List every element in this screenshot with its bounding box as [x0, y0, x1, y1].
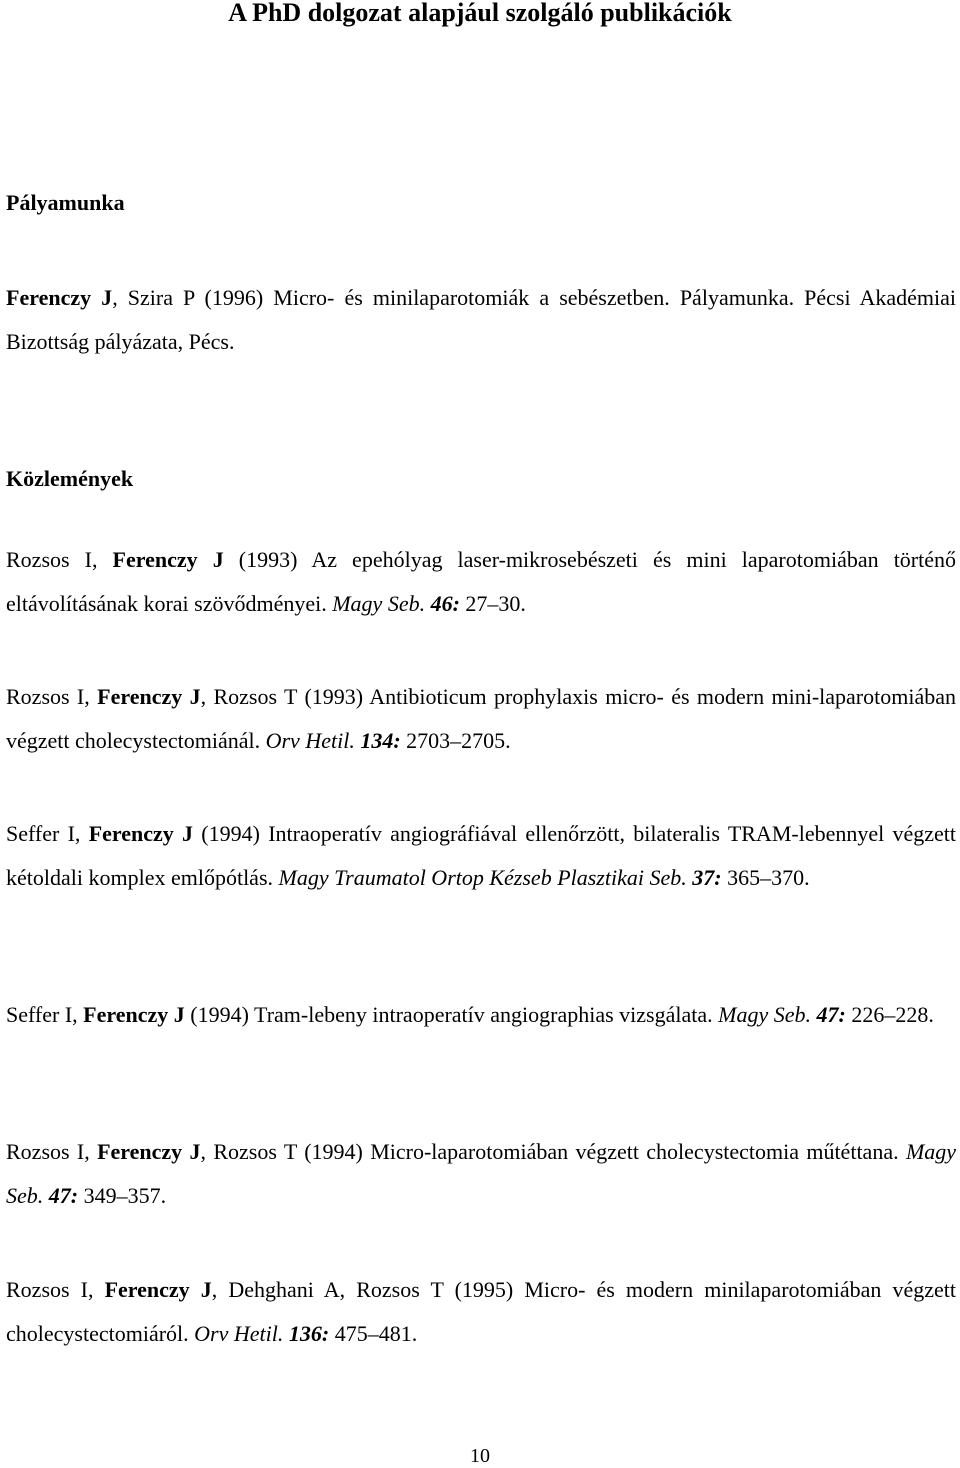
journal-name: Magy Seb. — [332, 591, 426, 616]
journal-pages: 226–228. — [851, 1002, 934, 1027]
authors-post: (1994) — [184, 1002, 249, 1027]
highlighted-author: Ferenczy J — [6, 285, 113, 310]
authors-post: , Rozsos T (1994) — [200, 1139, 363, 1164]
section-heading-kozlemenyek: Közlemények — [6, 466, 134, 491]
publication-entry — [6, 993, 956, 1037]
authors-post: , Dehghani A, Rozsos T (1995) — [211, 1277, 514, 1302]
highlighted-author: Ferenczy J — [88, 821, 194, 846]
journal-name: Orv Hetil. — [194, 1321, 284, 1346]
authors-post: (1993) — [223, 547, 298, 572]
publication-title: Micro-laparotomiában végzett cholecystectomia műtéttana. — [362, 1139, 899, 1164]
publication-entry — [6, 1130, 956, 1218]
publication-title: Az epehólyag laser-mikrosebészeti és mini laparotomiában történő eltávolításának korai szövődményei. — [6, 547, 957, 616]
journal-name: Magy Seb. — [6, 1139, 957, 1208]
publication-title: Micro- és minilaparotomiák a sebészetben. Pályamunka. Pécsi Akadémiai Bizottság pályázata, Pécs. — [6, 285, 956, 354]
publication-title: Tram-lebeny intraoperatív angiographias vizsgálata. — [248, 1002, 713, 1027]
publication-entry — [6, 276, 956, 364]
authors-post: (1994) — [193, 821, 260, 846]
journal-volume: 46: — [430, 591, 460, 616]
journal-pages: 27–30. — [465, 591, 526, 616]
publication-entry — [6, 812, 956, 900]
journal-name: Magy Seb. — [718, 1002, 811, 1027]
journal-volume: 37: — [692, 865, 722, 890]
journal-volume: 134: — [360, 728, 401, 753]
authors-post: , Rozsos T (1993) — [200, 684, 364, 709]
publication-entry — [6, 538, 956, 626]
highlighted-author: Ferenczy J — [112, 547, 224, 572]
journal-name: Orv Hetil. — [265, 728, 355, 753]
authors-pre: Rozsos I, — [6, 547, 113, 572]
publication-title: Intraoperatív angiográfiával ellenőrzött, bilateralis TRAM-lebennyel végzett kétoldali komplex emlőpótlás. — [6, 821, 957, 890]
authors-pre: Seffer I, — [6, 1002, 84, 1027]
highlighted-author: Ferenczy J — [104, 1277, 212, 1302]
authors-post: , Szira P (1996) — [112, 285, 264, 310]
journal-pages: 2703–2705. — [406, 728, 511, 753]
highlighted-author: Ferenczy J — [97, 1139, 201, 1164]
publication-title: Micro- és modern minilaparotomiában végzett cholecystectomiáról. — [6, 1277, 956, 1346]
page-number: 10 — [470, 1445, 490, 1467]
journal-name: Magy Traumatol Ortop Kézseb Plasztikai Seb. — [278, 865, 687, 890]
highlighted-author: Ferenczy J — [97, 684, 201, 709]
page-title: A PhD dolgozat alapjául szolgáló publikációk — [228, 0, 732, 27]
authors-pre: Rozsos I, — [6, 1139, 98, 1164]
publication-title: Antibioticum prophylaxis micro- és modern mini-laparotomiában végzett cholecystectomiánál. — [6, 684, 957, 753]
authors-pre: Seffer I, — [6, 821, 89, 846]
journal-volume: 47: — [48, 1183, 79, 1208]
publication-entry — [6, 675, 956, 763]
journal-volume: 47: — [816, 1002, 846, 1027]
journal-pages: 365–370. — [727, 865, 810, 890]
authors-pre: Rozsos I, — [6, 684, 98, 709]
highlighted-author: Ferenczy J — [83, 1002, 185, 1027]
journal-pages: 349–357. — [83, 1183, 167, 1208]
journal-volume: 136: — [288, 1321, 330, 1346]
journal-pages: 475–481. — [334, 1321, 418, 1346]
publication-entry — [6, 1268, 956, 1356]
authors-pre: Rozsos I, — [6, 1277, 105, 1302]
section-heading-palyamunka: Pályamunka — [6, 190, 125, 215]
